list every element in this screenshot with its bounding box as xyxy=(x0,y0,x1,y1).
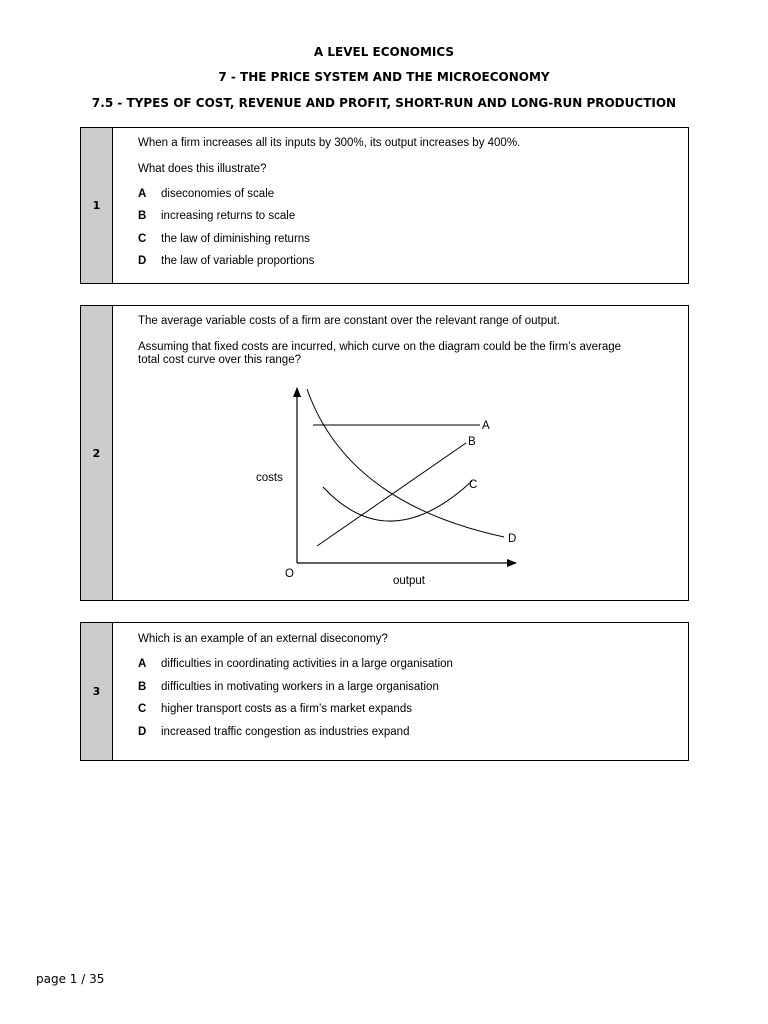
option-letter: C xyxy=(138,703,147,715)
question-prompt: Assuming that fixed costs are incurred, which curve on the diagram could be the firm’s average xyxy=(138,341,622,353)
chapter-title: 7 - THE PRICE SYSTEM AND THE MICROECONOMY xyxy=(218,70,550,84)
option-text: the law of variable proportions xyxy=(161,255,315,267)
curve-d xyxy=(307,389,504,537)
page-number: page 1 / 35 xyxy=(36,972,105,986)
option-text: difficulties in motivating workers in a large organisation xyxy=(161,681,439,693)
question-number: 2 xyxy=(81,306,113,600)
option-letter: B xyxy=(138,210,147,222)
question-3 xyxy=(80,622,689,761)
curve-a-label: A xyxy=(482,420,490,432)
question-prompt-continued: total cost curve over this range? xyxy=(138,354,301,366)
x-axis-label: output xyxy=(393,575,425,587)
option-letter: D xyxy=(138,726,147,738)
option-letter: A xyxy=(138,188,147,200)
option-text: increasing returns to scale xyxy=(161,210,296,222)
option-text: the law of diminishing returns xyxy=(161,233,310,245)
section-title: 7.5 - TYPES OF COST, REVENUE AND PROFIT, SHORT-RUN AND LONG-RUN PRODUCTION xyxy=(91,96,677,110)
question-stem: Which is an example of an external diseconomy? xyxy=(138,633,388,645)
question-stem: The average variable costs of a firm are constant over the relevant range of output. xyxy=(138,315,560,327)
curve-b-label: B xyxy=(468,436,476,448)
option-letter: D xyxy=(138,255,147,267)
curve-b xyxy=(317,443,466,546)
question-number: 3 xyxy=(81,623,113,760)
curve-d-label: D xyxy=(508,533,517,545)
curve-c-label: C xyxy=(469,479,478,491)
question-prompt: What does this illustrate? xyxy=(138,163,267,175)
option-text: higher transport costs as a firm’s market expands xyxy=(161,703,412,715)
question-2 xyxy=(80,305,689,601)
option-letter: B xyxy=(138,681,147,693)
option-letter: A xyxy=(138,658,147,670)
document-title: A LEVEL ECONOMICS xyxy=(313,45,455,59)
origin-label: O xyxy=(285,568,294,580)
option-text: diseconomies of scale xyxy=(161,188,275,200)
option-text: difficulties in coordinating activities in a large organisation xyxy=(161,658,453,670)
cost-curves-diagram xyxy=(81,306,687,599)
question-stem: When a firm increases all its inputs by 300%, its output increases by 400%. xyxy=(138,137,521,149)
option-letter: C xyxy=(138,233,147,245)
question-1 xyxy=(80,127,689,284)
y-axis-label: costs xyxy=(256,472,283,484)
curve-c xyxy=(323,481,472,521)
question-number: 1 xyxy=(81,128,113,283)
option-text: increased traffic congestion as industries expand xyxy=(161,726,410,738)
